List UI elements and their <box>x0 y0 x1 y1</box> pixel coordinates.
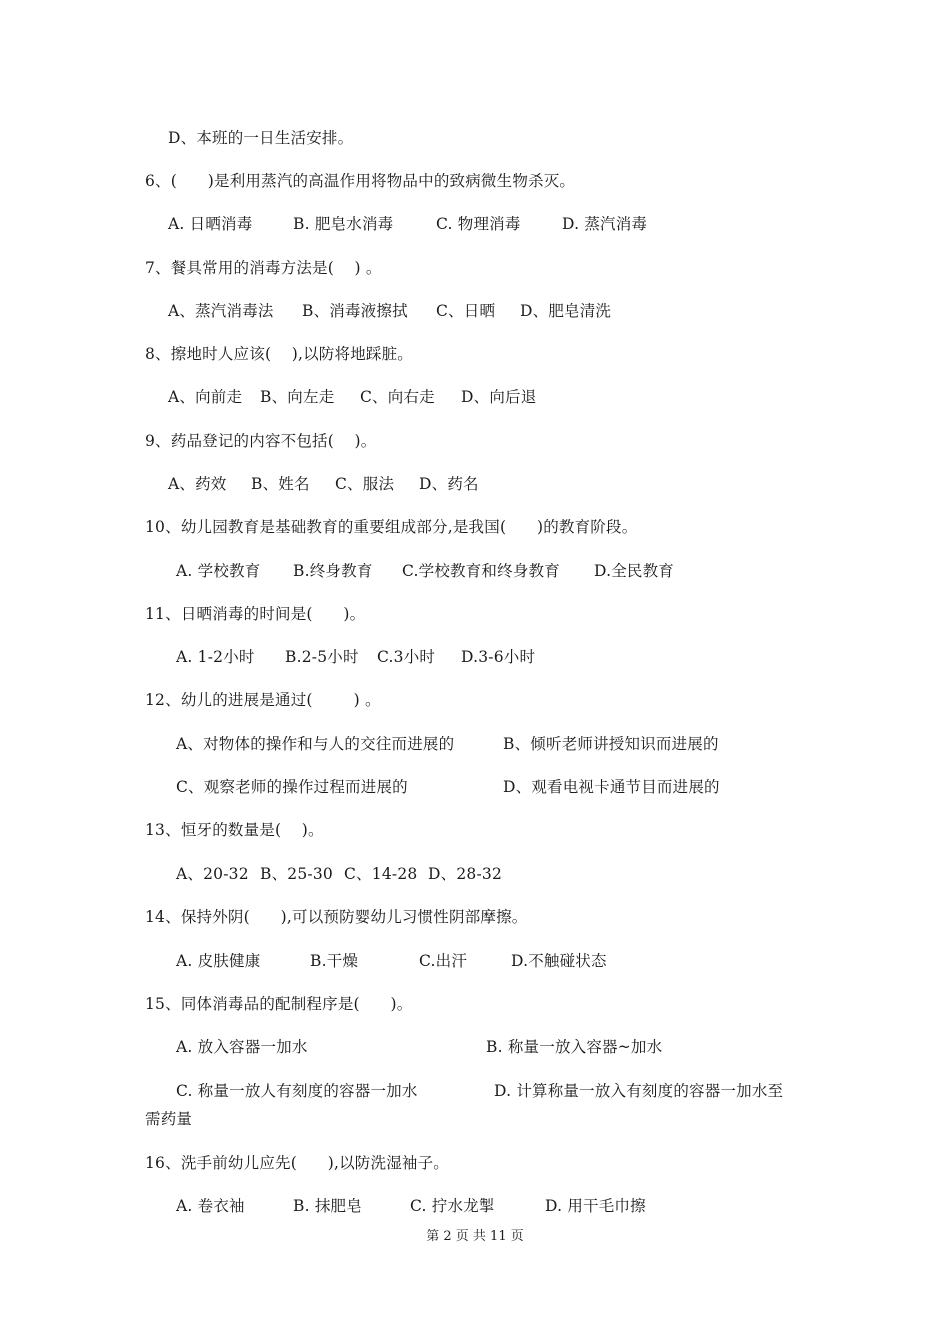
question-9-stem: 9、药品登记的内容不包括( )。 <box>145 432 377 450</box>
q16-option-a: A. 卷衣袖 <box>176 1197 245 1215</box>
q13-option-c: C、14-28 <box>344 865 418 883</box>
q6-option-b: B. 肥皂水消毒 <box>293 215 394 233</box>
q14-option-b: B.干燥 <box>310 952 359 970</box>
question-10-stem: 10、幼儿园教育是基础教育的重要组成部分,是我国( )的教育阶段。 <box>145 518 638 536</box>
q16-option-c: C. 拧水龙掣 <box>410 1197 495 1215</box>
q15-option-a: A. 放入容器一加水 <box>176 1038 308 1056</box>
q10-option-b: B.终身教育 <box>293 562 373 580</box>
question-8-stem: 8、擦地时人应该( ),以防将地踩脏。 <box>145 345 413 363</box>
q16-option-b: B. 抹肥皂 <box>293 1197 362 1215</box>
q15-option-d: D. 计算称量一放入有刻度的容器一加水至 <box>494 1082 784 1100</box>
q12-option-d: D、观看电视卡通节目而进展的 <box>503 778 720 796</box>
q11-option-a: A. 1-2小时 <box>176 648 255 666</box>
q6-option-d: D. 蒸汽消毒 <box>562 215 648 233</box>
q10-option-d: D.全民教育 <box>594 562 675 580</box>
q15-option-b: B. 称量一放入容器~加水 <box>486 1038 663 1056</box>
question-7-stem: 7、餐具常用的消毒方法是( ) 。 <box>145 259 382 277</box>
q15-option-c: C. 称量一放人有刻度的容器一加水 <box>176 1082 418 1100</box>
q8-option-b: B、向左走 <box>260 388 335 406</box>
question-13-stem: 13、恒牙的数量是( )。 <box>145 821 324 839</box>
question-6-stem: 6、( )是利用蒸汽的高温作用将物品中的致病微生物杀灭。 <box>145 172 576 190</box>
q9-option-a: A、药效 <box>168 475 227 493</box>
q10-option-c: C.学校教育和终身教育 <box>402 562 560 580</box>
q11-option-d: D.3-6小时 <box>461 648 536 666</box>
question-16-stem: 16、洗手前幼儿应先( ),以防洗湿袖子。 <box>145 1154 450 1172</box>
q14-option-c: C.出汗 <box>419 952 468 970</box>
q7-option-a: A、蒸汽消毒法 <box>168 302 274 320</box>
question-14-stem: 14、保持外阴( ),可以预防婴幼儿习惯性阴部摩擦。 <box>145 908 528 926</box>
q11-option-c: C.3小时 <box>377 648 436 666</box>
q13-option-b: B、25-30 <box>260 865 333 883</box>
page-number-footer: 第 2 页 共 11 页 <box>426 1229 524 1244</box>
question-11-stem: 11、日晒消毒的时间是( )。 <box>145 605 366 623</box>
q13-option-a: A、20-32 <box>176 865 249 883</box>
q12-option-c: C、观察老师的操作过程而进展的 <box>176 778 408 796</box>
q8-option-a: A、向前走 <box>168 388 243 406</box>
q7-option-d: D、肥皂清洗 <box>520 302 612 320</box>
q10-option-a: A. 学校教育 <box>176 562 261 580</box>
q13-option-d: D、28-32 <box>428 865 503 883</box>
q9-option-b: B、姓名 <box>251 475 310 493</box>
q14-option-d: D.不触碰状态 <box>511 952 607 970</box>
q7-option-c: C、日晒 <box>436 302 496 320</box>
question-15-stem: 15、同体消毒品的配制程序是( )。 <box>145 995 413 1013</box>
q16-option-d: D. 用干毛巾擦 <box>545 1197 646 1215</box>
q12-option-b: B、倾听老师讲授知识而进展的 <box>503 735 719 753</box>
q8-option-c: C、向右走 <box>360 388 435 406</box>
q15-option-d-continuation: 需药量 <box>145 1110 193 1128</box>
q14-option-a: A. 皮肤健康 <box>176 952 261 970</box>
q9-option-d: D、药名 <box>419 475 479 493</box>
q7-option-b: B、消毒液擦拭 <box>302 302 408 320</box>
q9-option-c: C、服法 <box>335 475 395 493</box>
q6-option-a: A. 日晒消毒 <box>168 215 253 233</box>
q8-option-d: D、向后退 <box>461 388 537 406</box>
q11-option-b: B.2-5小时 <box>285 648 359 666</box>
q5-option-d: D、本班的一日生活安排。 <box>168 129 354 147</box>
q12-option-a: A、对物体的操作和与人的交往而进展的 <box>176 735 455 753</box>
q6-option-c: C. 物理消毒 <box>436 215 521 233</box>
question-12-stem: 12、幼儿的进展是通过( ) 。 <box>145 691 381 709</box>
